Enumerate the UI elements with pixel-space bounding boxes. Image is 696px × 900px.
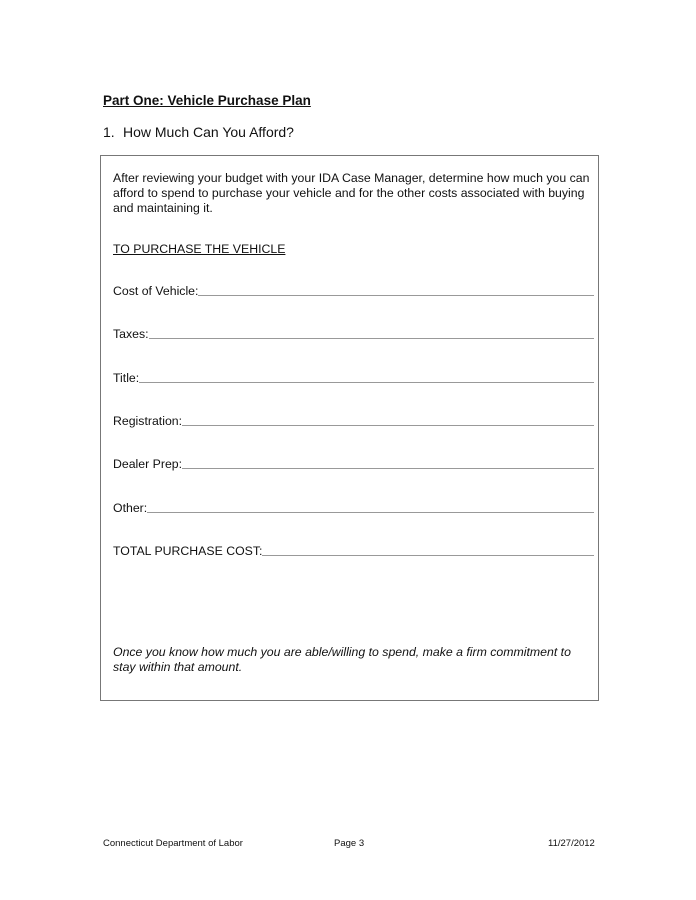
field-label: TOTAL PURCHASE COST:	[113, 544, 263, 558]
field-input-line[interactable]	[147, 511, 594, 513]
commitment-note: Once you know how much you are able/willing to spend, make a firm commitment to stay within that amount.	[113, 645, 571, 674]
field-label: Title:	[113, 371, 140, 385]
section-title: TO PURCHASE THE VEHICLE	[113, 242, 286, 256]
form-field	[113, 371, 594, 385]
intro-text: After reviewing your budget with your IDA Case Manager, determine how much you can afford to spend to purchase your vehicle and for the other costs associated with buying and maintaining it.	[113, 171, 590, 215]
page-heading: Part One: Vehicle Purchase Plan	[103, 93, 311, 108]
footer-date: 11/27/2012	[548, 838, 595, 849]
form-box	[100, 155, 599, 701]
field-input-line[interactable]	[149, 337, 594, 339]
field-input-line[interactable]	[262, 554, 594, 556]
field-input-line[interactable]	[182, 424, 594, 426]
field-input-line[interactable]	[182, 467, 594, 469]
form-field	[113, 327, 594, 341]
field-input-line[interactable]	[139, 381, 594, 383]
field-label: Dealer Prep:	[113, 457, 183, 471]
field-label: Other:	[113, 501, 148, 515]
footer-organization: Connecticut Department of Labor	[103, 838, 243, 849]
question-number: 1.	[103, 124, 115, 140]
form-field	[113, 457, 594, 471]
footer-page-number: Page 3	[334, 838, 365, 849]
form-field	[113, 414, 594, 428]
field-label: Taxes:	[113, 327, 149, 341]
question-text: How Much Can You Afford?	[123, 124, 294, 140]
field-label: Cost of Vehicle:	[113, 284, 199, 298]
form-field	[113, 544, 594, 558]
form-field	[113, 284, 594, 298]
question-heading	[103, 124, 294, 140]
field-label: Registration:	[113, 414, 183, 428]
form-field	[113, 501, 594, 515]
field-input-line[interactable]	[198, 294, 594, 296]
